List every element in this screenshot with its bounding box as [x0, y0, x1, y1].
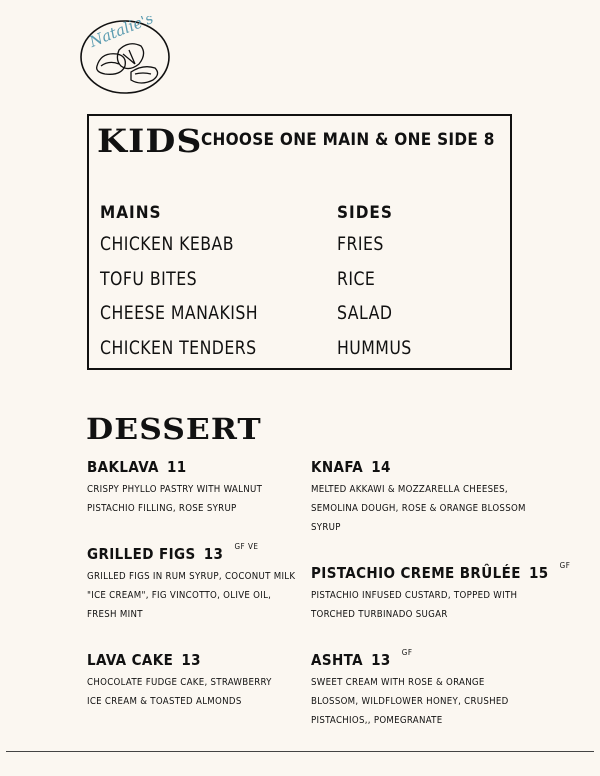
dish-description: FRESH MINT	[87, 609, 143, 620]
restaurant-logo	[79, 16, 171, 96]
dish-description: SYRUP	[311, 522, 341, 533]
dish-price: 13	[371, 651, 391, 669]
main-item: CHICKEN TENDERS	[100, 336, 257, 359]
dish-description: PISTACHIO FILLING, ROSE SYRUP	[87, 503, 237, 514]
main-item: CHEESE MANAKISH	[100, 302, 259, 324]
dish-description: "ICE CREAM", FIG VINCOTTO, OLIVE OIL,	[87, 590, 272, 601]
dish-name: LAVA CAKE	[87, 651, 174, 669]
dish-price: 14	[371, 458, 391, 476]
dish-price: 13	[181, 651, 201, 669]
side-item: HUMMUS	[337, 336, 412, 359]
dish-name: GRILLED FIGS	[87, 545, 196, 563]
main-item: TOFU BITES	[100, 267, 198, 290]
dish-description: CHOCOLATE FUDGE CAKE, STRAWBERRY	[87, 677, 272, 688]
mains-heading: MAINS	[100, 203, 162, 223]
dish-description: MELTED AKKAWI & MOZZARELLA CHEESES,	[311, 484, 508, 495]
dish-price: 11	[167, 458, 187, 476]
dish-name: ASHTA	[311, 651, 363, 669]
sides-heading: SIDES	[337, 203, 393, 223]
dessert-item-grilled-figs	[87, 542, 304, 624]
dish-name: KNAFA	[311, 458, 364, 476]
kids-mains-column	[100, 203, 272, 367]
kids-menu-section	[87, 114, 512, 370]
dietary-tags: GF	[559, 561, 571, 570]
side-item: SALAD	[337, 302, 393, 324]
dish-name: BAKLAVA	[87, 458, 159, 476]
dish-description: PISTACHIOS,, POMEGRANATE	[311, 715, 443, 726]
dessert-title: DESSERT	[86, 412, 262, 446]
dietary-tags: GF VE	[234, 542, 259, 551]
kids-subtitle: CHOOSE ONE MAIN & ONE SIDE 8	[201, 130, 495, 150]
dish-price: 15	[528, 564, 549, 582]
dish-description: SWEET CREAM WITH ROSE & ORANGE	[311, 677, 485, 688]
dish-description: SEMOLINA DOUGH, ROSE & ORANGE BLOSSOM	[311, 503, 526, 514]
dish-name: PISTACHIO CREME BRÛLÉE	[311, 564, 521, 582]
dessert-item-ashta	[311, 648, 517, 730]
dessert-item-knafa	[311, 458, 535, 537]
dish-description: CRISPY PHYLLO PASTRY WITH WALNUT	[87, 484, 263, 495]
logo-text: Natalie's	[86, 16, 156, 51]
kids-sides-column	[337, 203, 418, 367]
side-item: FRIES	[337, 233, 384, 255]
main-item: CHICKEN KEBAB	[100, 233, 235, 255]
kids-title: KIDS	[97, 122, 203, 160]
dessert-item-lava-cake	[87, 651, 279, 711]
dish-description: ICE CREAM & TOASTED ALMONDS	[87, 696, 242, 707]
dish-description: TORCHED TURBINADO SUGAR	[311, 609, 448, 620]
footer-divider	[6, 751, 594, 752]
dish-description: GRILLED FIGS IN RUM SYRUP, COCONUT MILK	[87, 571, 296, 582]
side-item: RICE	[337, 267, 376, 290]
dessert-item-pistachio-creme-brulee	[311, 561, 571, 624]
dessert-item-baklava	[87, 458, 269, 518]
dietary-tags: GF	[401, 648, 413, 657]
dish-description: BLOSSOM, WILDFLOWER HONEY, CRUSHED	[311, 696, 509, 707]
dish-description: PISTACHIO INFUSED CUSTARD, TOPPED WITH	[311, 590, 518, 601]
dish-price: 13	[203, 545, 224, 563]
